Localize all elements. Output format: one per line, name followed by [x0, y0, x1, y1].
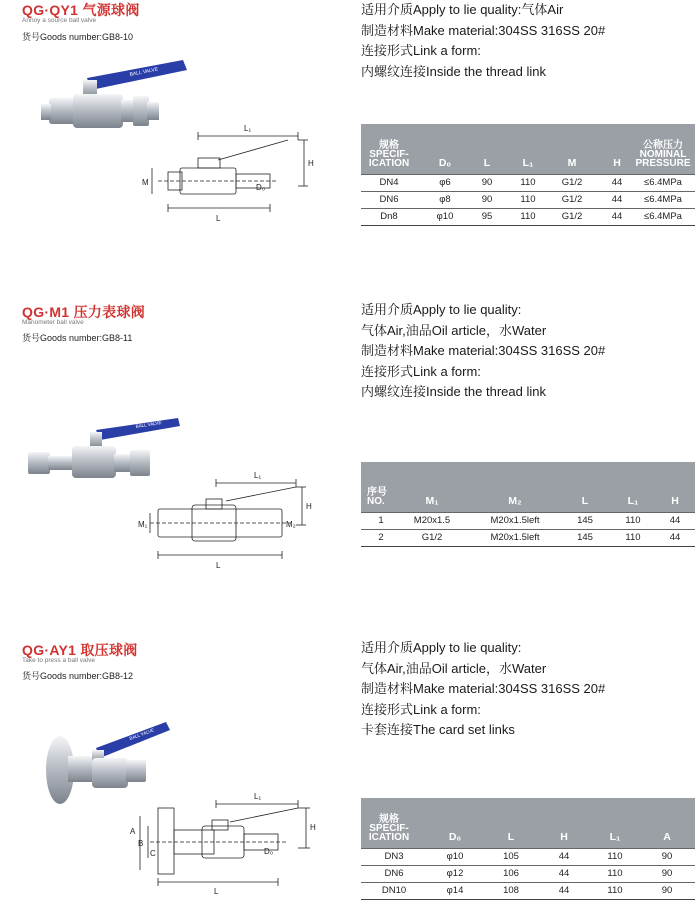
- dim-label-l1: L₁: [254, 471, 262, 480]
- handle-label: BALL VALVE: [135, 419, 162, 429]
- table-cell: 44: [611, 211, 623, 222]
- table-row: [361, 208, 695, 225]
- table-row: [361, 882, 695, 899]
- table-cell: 90: [661, 885, 673, 896]
- spec-table: [361, 462, 695, 547]
- table-cell: DN10: [381, 885, 407, 896]
- header-cell: 序号 NO.: [367, 487, 387, 507]
- header-cell: M: [567, 157, 577, 169]
- dim-label-m2: M₂: [286, 520, 296, 529]
- table-cell: 44: [611, 194, 623, 205]
- table-cell: 44: [558, 851, 570, 862]
- table-cell: ≤6.4MPa: [644, 211, 682, 222]
- table-cell: 44: [558, 885, 570, 896]
- spec-line: 制造材料Make material:304SS 316SS 20#: [361, 681, 606, 697]
- spec-table: [361, 798, 695, 900]
- table-header: [361, 124, 695, 174]
- header-cell: D₀: [438, 157, 452, 169]
- table-cell: 110: [607, 851, 623, 862]
- table-cell: 90: [481, 177, 493, 188]
- table-cell: φ10: [446, 851, 464, 862]
- dim-label-l1: L₁: [244, 124, 252, 133]
- table-cell: 145: [577, 532, 593, 543]
- header-cell: M₂: [508, 495, 522, 507]
- table-cell: 44: [558, 868, 570, 879]
- spec-line: 制造材料Make material:304SS 316SS 20#: [361, 22, 606, 38]
- goods-number: 货号Goods number:GB8-12: [22, 671, 134, 681]
- table-cell: φ14: [446, 885, 464, 896]
- table-cell: M20x1.5: [413, 515, 451, 526]
- spec-line: 适用介质Apply to lie quality:: [361, 640, 522, 655]
- table-cell: DN3: [384, 851, 404, 862]
- dim-label-m: M: [142, 178, 149, 187]
- table-cell: 110: [607, 885, 623, 896]
- spec-line: 适用介质Apply to lie quality:: [361, 302, 522, 317]
- table-header: [361, 798, 695, 848]
- header-cell: 公称压力 NOMINAL PRESSURE: [635, 140, 691, 169]
- table-cell: 106: [503, 868, 519, 879]
- product-section-m1: [0, 300, 700, 580]
- spec-line: 气体Air,油品Oil article，水Water: [361, 660, 547, 676]
- dim-label-h: H: [308, 159, 314, 168]
- spec-list: [361, 638, 605, 741]
- table-cell: DN6: [379, 194, 399, 205]
- product-title: QG·M1 压力表球阀: [22, 304, 146, 320]
- spec-line: 卡套连接The card set links: [361, 722, 515, 738]
- header-cell: L₁: [627, 495, 639, 507]
- dim-label-d0: D₀: [256, 183, 266, 192]
- table-cell: φ8: [439, 194, 451, 205]
- table-row: [361, 848, 695, 865]
- handle-label: BALL VALVE: [128, 727, 155, 741]
- product-section-qy1: [0, 0, 700, 250]
- header-cell: H: [671, 495, 679, 507]
- table-cell: 90: [481, 194, 493, 205]
- header-cell: H: [560, 831, 568, 843]
- table-cell: φ10: [436, 211, 454, 222]
- table-cell: Dn8: [380, 211, 398, 222]
- table-row: [361, 529, 695, 546]
- dim-label-d0: D₀: [264, 847, 274, 856]
- technical-drawing: [136, 465, 316, 577]
- table-cell: φ12: [446, 868, 464, 879]
- product-title: QG·QY1 气源球阀: [22, 2, 140, 18]
- table-cell: DN6: [384, 868, 404, 879]
- table-cell: 44: [669, 532, 681, 543]
- table-cell: ≤6.4MPa: [644, 177, 682, 188]
- handle-label: BALL VALVE: [129, 66, 159, 78]
- dim-label-h: H: [310, 823, 316, 832]
- spec-line: 连接形式Link a form:: [361, 43, 481, 59]
- table-cell: 110: [520, 177, 536, 188]
- table-row: [361, 191, 695, 208]
- table-cell: 110: [520, 194, 536, 205]
- goods-number: 货号Goods number:GB8-11: [22, 333, 133, 343]
- table-cell: M20x1.5left: [490, 532, 540, 543]
- dim-label-l: L: [214, 887, 219, 896]
- product-subtitle: Annoy a source ball valve: [22, 17, 97, 24]
- dim-label-a: A: [130, 827, 136, 836]
- table-cell: G1/2: [561, 194, 583, 205]
- table-cell: DN4: [379, 177, 399, 188]
- table-row: [361, 865, 695, 882]
- dim-label-b: B: [138, 839, 144, 848]
- product-title: QG·AY1 取压球阀: [22, 642, 138, 658]
- spec-line: 内螺纹连接Inside the thread link: [361, 384, 546, 400]
- table-cell: 44: [669, 515, 681, 526]
- table-row: [361, 174, 695, 191]
- table-cell: 105: [503, 851, 519, 862]
- technical-drawing: [130, 786, 320, 898]
- table-cell: 110: [625, 532, 641, 543]
- header-cell: L₁: [522, 157, 534, 169]
- product-subtitle: Manometer ball valve: [22, 319, 84, 326]
- table-cell: 44: [611, 177, 623, 188]
- header-cell: M₁: [425, 495, 439, 507]
- spec-line: 制造材料Make material:304SS 316SS 20#: [361, 343, 606, 359]
- technical-drawing: [138, 118, 318, 230]
- table-cell: 110: [625, 515, 641, 526]
- dim-label-l: L: [216, 214, 221, 223]
- header-cell: H: [613, 157, 621, 169]
- spec-line: 连接形式Link a form:: [361, 701, 481, 717]
- spec-list: [361, 300, 605, 403]
- dim-label-l: L: [216, 561, 221, 570]
- table-row: [361, 512, 695, 529]
- table-cell: 1: [378, 515, 384, 526]
- spec-line: 气体Air,油品Oil article，水Water: [361, 322, 547, 338]
- header-cell: 规格 SPECIF- ICATION: [368, 140, 410, 169]
- header-cell: L: [483, 157, 491, 169]
- table-cell: 110: [607, 868, 623, 879]
- spec-line: 内螺纹连接Inside the thread link: [361, 63, 546, 79]
- table-cell: 90: [661, 851, 673, 862]
- table-cell: ≤6.4MPa: [644, 194, 682, 205]
- header-cell: L: [581, 495, 589, 507]
- header-cell: A: [663, 831, 671, 843]
- table-cell: 108: [503, 885, 519, 896]
- header-cell: L₁: [609, 831, 621, 843]
- goods-number: 货号Goods number:GB8-10: [22, 32, 134, 42]
- table-cell: 90: [661, 868, 673, 879]
- spec-line: 连接形式Link a form:: [361, 363, 481, 379]
- spec-list: [361, 0, 605, 82]
- dim-label-l1: L₁: [254, 792, 262, 801]
- header-cell: 规格 SPECIF- ICATION: [368, 814, 410, 843]
- table-cell: G1/2: [561, 211, 583, 222]
- table-header: [361, 462, 695, 512]
- product-subtitle: Take to press a ball valve: [22, 657, 95, 664]
- spec-line: 适用介质Apply to lie quality:气体Air: [361, 2, 564, 17]
- table-cell: 95: [481, 211, 493, 222]
- product-section-ay1: [0, 638, 700, 903]
- spec-table: [361, 124, 695, 226]
- dim-label-c: C: [150, 849, 156, 858]
- header-cell: D₀: [448, 831, 462, 843]
- table-cell: G1/2: [561, 177, 583, 188]
- table-cell: 110: [520, 211, 536, 222]
- table-cell: M20x1.5left: [490, 515, 540, 526]
- table-cell: 2: [378, 532, 384, 543]
- table-cell: φ6: [439, 177, 451, 188]
- table-cell: G1/2: [421, 532, 443, 543]
- dim-label-m1: M₁: [138, 520, 148, 529]
- dim-label-h: H: [306, 502, 312, 511]
- header-cell: L: [507, 831, 515, 843]
- table-cell: 145: [577, 515, 593, 526]
